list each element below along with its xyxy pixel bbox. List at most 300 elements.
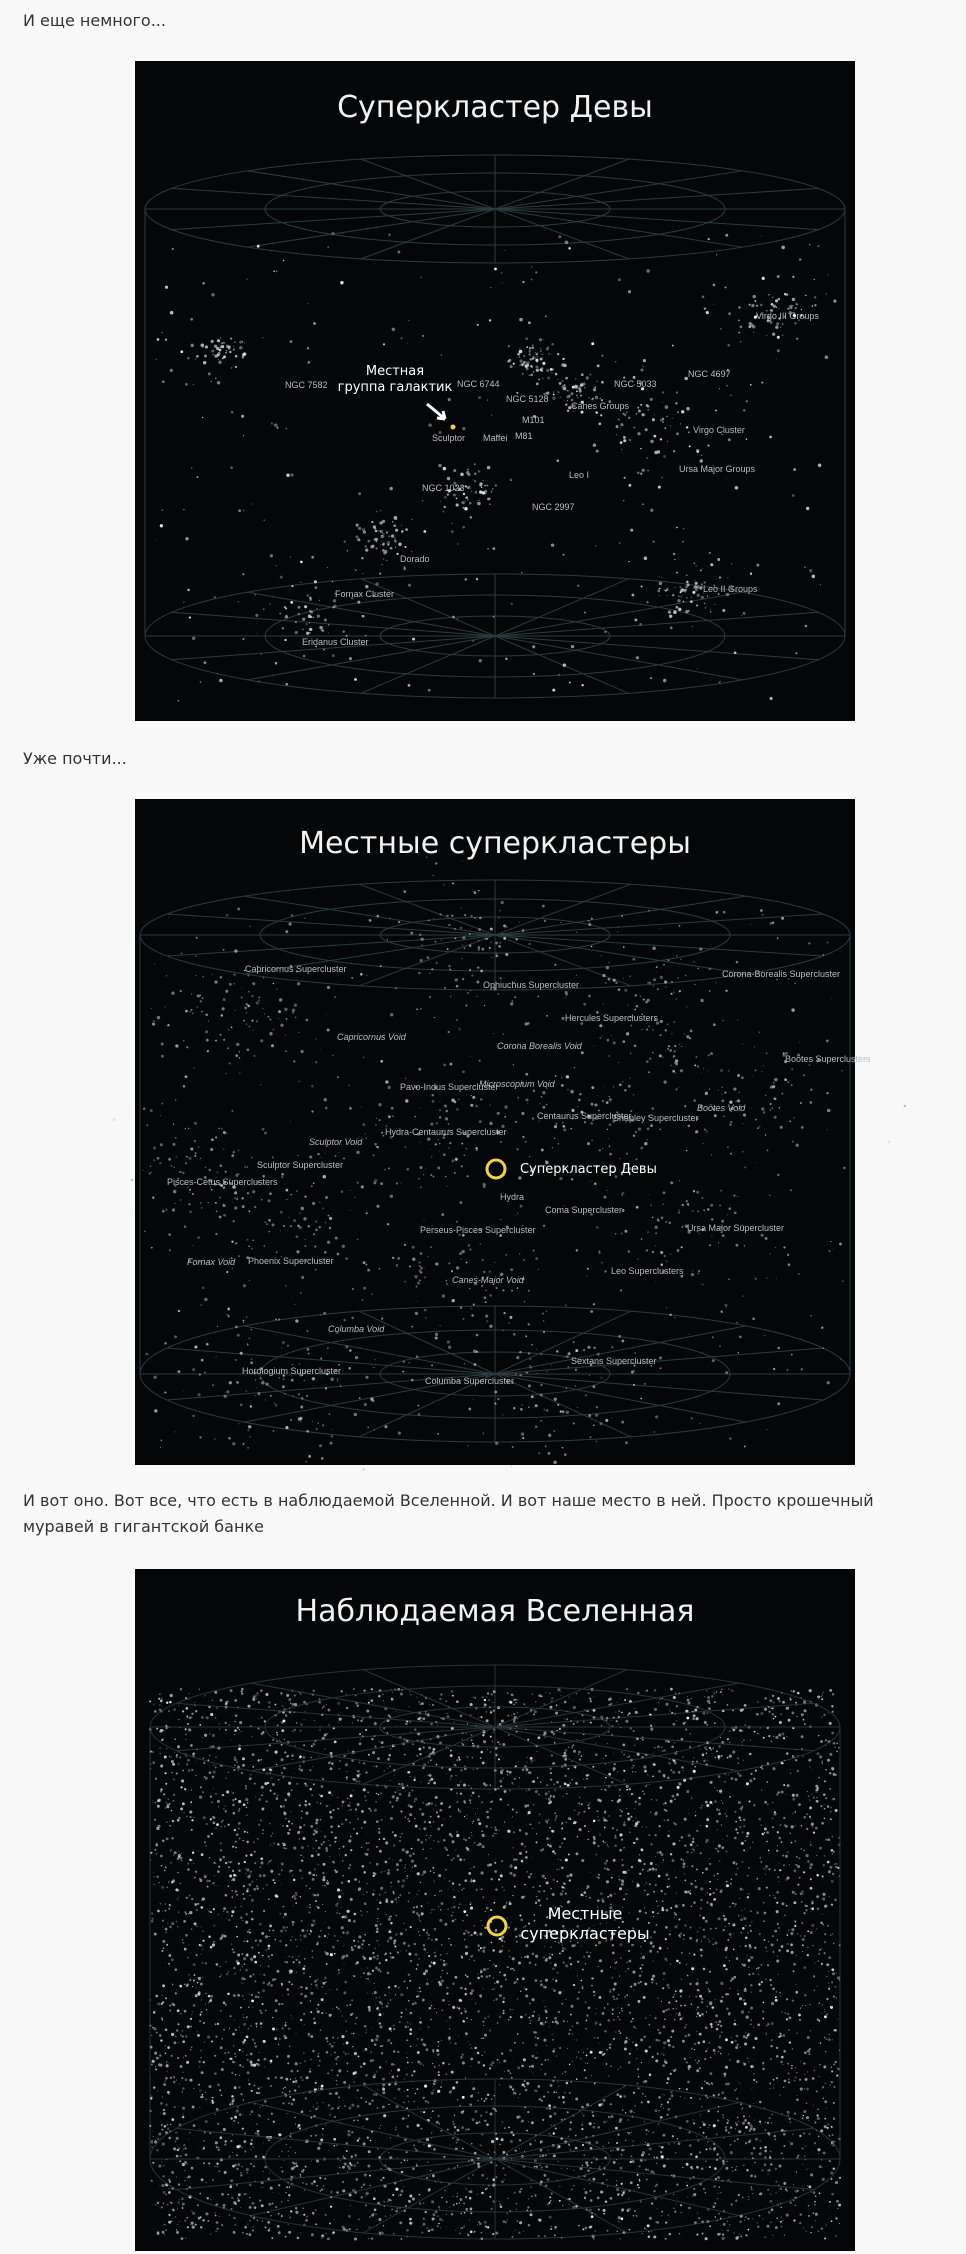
star-point	[570, 2014, 572, 2016]
star-point	[480, 1098, 482, 1100]
star-point	[633, 1135, 635, 1137]
star-point	[361, 1106, 362, 1107]
star-point	[474, 891, 477, 894]
star-point	[646, 1028, 648, 1030]
star-point	[241, 988, 242, 989]
star-point	[622, 1340, 625, 1343]
star-point	[248, 1425, 251, 1428]
star-point	[258, 997, 260, 999]
star-point	[503, 1330, 504, 1331]
star-point	[448, 1938, 449, 1939]
star-point	[247, 1344, 248, 1345]
star-point	[648, 1194, 649, 1195]
star-point	[487, 498, 490, 501]
star-point	[437, 1166, 440, 1169]
star-point	[264, 1013, 265, 1014]
star-point	[456, 1019, 458, 1021]
star-point	[570, 1392, 571, 1393]
star-point	[565, 241, 569, 245]
star-point	[654, 1431, 655, 1432]
star-point	[694, 580, 695, 581]
star-point	[464, 1879, 467, 1882]
star-point	[374, 1179, 377, 1182]
star-point	[718, 682, 719, 683]
star-point	[286, 474, 289, 477]
star-point	[192, 1193, 194, 1195]
star-point	[295, 2211, 298, 2214]
star-point	[479, 2121, 481, 2123]
star-point	[637, 472, 640, 475]
star-point	[825, 355, 829, 359]
star-point	[679, 1180, 680, 1181]
star-point	[233, 346, 234, 347]
map-label: Perseus-Pisces Supercluster	[420, 1225, 536, 1235]
star-point	[366, 1264, 368, 1266]
star-point	[557, 994, 558, 995]
star-point	[234, 949, 237, 952]
star-point	[294, 1004, 297, 1007]
star-point	[801, 309, 802, 310]
star-point	[641, 585, 643, 587]
star-point	[280, 1024, 283, 1027]
star-point	[587, 1268, 589, 1270]
star-point	[469, 933, 471, 935]
star-point	[316, 1428, 318, 1430]
star-point	[618, 1062, 619, 1063]
star-point	[470, 915, 472, 917]
star-point	[593, 1385, 596, 1388]
star-point	[665, 1873, 668, 1876]
star-point	[268, 1982, 270, 1984]
star-point	[243, 1320, 245, 1322]
star-point	[613, 1086, 614, 1087]
star-point	[309, 1788, 311, 1790]
star-point	[234, 1206, 237, 1209]
star-point	[178, 1370, 181, 1373]
star-point	[770, 321, 773, 324]
star-point	[764, 1708, 767, 1711]
star-point	[482, 1925, 483, 1926]
star-point	[674, 1870, 675, 1871]
star-point	[494, 268, 497, 271]
star-point	[823, 1348, 825, 1350]
star-point	[454, 1172, 456, 1174]
star-point	[670, 1253, 671, 1254]
star-point	[185, 537, 188, 540]
star-point	[296, 1191, 297, 1192]
star-point	[298, 606, 301, 609]
star-point	[249, 1895, 250, 1896]
star-point	[548, 353, 549, 354]
star-point	[546, 1311, 547, 1312]
star-point	[680, 1069, 683, 1072]
star-point	[573, 411, 574, 412]
star-point	[474, 917, 476, 919]
star-point	[780, 1126, 783, 1129]
star-point	[338, 1152, 339, 1153]
star-point	[244, 342, 245, 343]
star-point	[499, 1362, 500, 1363]
star-point	[702, 1352, 703, 1353]
star-point	[739, 2221, 741, 2223]
star-point	[566, 1388, 567, 1389]
star-point	[430, 1174, 432, 1176]
star-point	[297, 2070, 299, 2072]
star-point	[497, 1112, 500, 1115]
star-point	[291, 585, 293, 587]
star-point	[601, 955, 602, 956]
star-point	[306, 623, 307, 624]
star-point	[656, 972, 657, 973]
star-point	[624, 477, 626, 479]
star-point	[380, 1060, 383, 1063]
star-point	[417, 1281, 420, 1284]
star-point	[435, 1337, 438, 1340]
star-point	[191, 1898, 193, 1900]
star-point	[567, 400, 568, 401]
star-point	[629, 975, 630, 976]
star-point	[664, 589, 665, 590]
observable-universe-image	[135, 1569, 855, 2251]
star-point	[528, 375, 529, 376]
star-point	[422, 500, 423, 501]
star-point	[257, 1392, 260, 1395]
star-point	[469, 1288, 470, 1289]
star-point	[308, 1353, 310, 1355]
star-point	[269, 1231, 271, 1233]
star-point	[283, 260, 284, 261]
star-point	[211, 1833, 213, 1835]
star-point	[201, 1207, 203, 1209]
star-point	[701, 2167, 703, 2169]
star-point	[365, 548, 368, 551]
star-point	[395, 542, 396, 543]
star-point	[763, 1065, 764, 1066]
star-point	[747, 2218, 749, 2220]
star-point	[593, 443, 597, 447]
star-point	[654, 1689, 657, 1692]
star-point	[628, 484, 631, 487]
star-point	[395, 547, 396, 548]
star-point	[505, 953, 508, 956]
star-point	[234, 974, 236, 976]
star-point	[309, 1933, 310, 1934]
star-point	[388, 233, 391, 236]
star-point	[428, 689, 431, 692]
star-point	[673, 1055, 675, 1057]
star-point	[709, 609, 710, 610]
star-point	[622, 1209, 625, 1212]
star-point	[546, 348, 549, 351]
star-point	[762, 277, 765, 280]
star-point	[646, 269, 650, 273]
star-point	[311, 1185, 313, 1187]
star-point	[650, 1843, 652, 1845]
star-point	[782, 1093, 784, 1095]
star-point	[640, 473, 642, 475]
star-point	[229, 1381, 232, 1384]
star-point	[694, 1064, 696, 1066]
star-point	[215, 1040, 217, 1042]
star-point	[485, 938, 487, 940]
star-point	[363, 1972, 365, 1974]
star-point	[150, 1109, 153, 1112]
star-point	[399, 2021, 401, 2023]
star-point	[542, 362, 545, 365]
star-point	[597, 364, 600, 367]
star-point	[521, 1433, 524, 1436]
star-point	[511, 1466, 512, 1467]
star-point	[696, 605, 698, 607]
star-point	[246, 1012, 247, 1013]
star-point	[349, 1349, 351, 1351]
star-point	[236, 1043, 239, 1046]
star-point	[529, 347, 531, 349]
star-point	[248, 991, 250, 993]
star-point	[670, 425, 671, 426]
star-point	[538, 379, 539, 380]
star-point	[251, 503, 252, 504]
star-point	[570, 1963, 572, 1965]
star-point	[567, 410, 569, 412]
star-point	[782, 334, 784, 336]
star-point	[777, 1174, 779, 1176]
star-point	[671, 1033, 672, 1034]
star-point	[576, 390, 578, 392]
star-point	[486, 1320, 488, 1322]
star-point	[675, 1073, 676, 1074]
star-point	[541, 354, 543, 356]
star-point	[644, 2228, 645, 2229]
star-point	[566, 1718, 568, 1720]
star-point	[637, 1258, 638, 1259]
star-point	[767, 2122, 769, 2124]
star-point	[247, 974, 249, 976]
star-point	[253, 2226, 255, 2228]
star-point	[722, 1087, 723, 1088]
star-point	[505, 658, 507, 660]
star-point	[736, 1101, 737, 1102]
star-point	[159, 1162, 161, 1164]
star-point	[626, 1032, 629, 1035]
star-point	[693, 961, 694, 962]
star-point	[686, 597, 687, 598]
star-point	[249, 1436, 251, 1438]
star-point	[719, 1345, 721, 1347]
star-point	[656, 1924, 658, 1926]
star-point	[461, 1250, 464, 1253]
star-point	[328, 1926, 331, 1929]
star-point	[251, 2149, 252, 2150]
star-point	[215, 377, 217, 379]
star-point	[186, 1046, 188, 1048]
star-point	[196, 937, 198, 939]
star-point	[827, 274, 828, 275]
star-point	[565, 997, 566, 998]
star-point	[300, 561, 303, 564]
star-point	[529, 1156, 530, 1157]
star-point	[625, 1971, 626, 1972]
star-point	[301, 1276, 304, 1279]
star-point	[666, 1261, 667, 1262]
star-point	[421, 277, 422, 278]
star-point	[530, 1873, 532, 1875]
star-point	[461, 501, 464, 504]
star-point	[787, 1081, 789, 1083]
star-point	[725, 286, 727, 288]
map-label: Canes-Major Void	[452, 1275, 524, 1285]
star-point	[555, 2229, 556, 2230]
star-point	[232, 2033, 235, 2036]
star-point	[561, 363, 564, 366]
star-point	[564, 384, 565, 385]
star-point	[737, 1196, 738, 1197]
star-point	[237, 908, 240, 911]
star-point	[583, 1772, 584, 1773]
star-point	[527, 1103, 528, 1104]
star-point	[398, 1432, 401, 1435]
star-point	[816, 2090, 818, 2092]
star-point	[679, 1210, 680, 1211]
star-point	[411, 1326, 413, 1328]
star-point	[163, 2109, 165, 2111]
star-point	[218, 360, 221, 363]
star-point	[628, 2198, 629, 2199]
star-point	[274, 1403, 275, 1404]
star-point	[701, 1072, 702, 1073]
star-point	[189, 1189, 191, 1191]
local-group-marker	[451, 425, 456, 430]
star-point	[191, 1769, 193, 1771]
star-point	[660, 1020, 663, 1023]
star-point	[365, 1134, 366, 1135]
star-point	[551, 343, 553, 345]
star-point	[559, 382, 562, 385]
star-point	[618, 1335, 621, 1338]
star-point	[250, 1405, 252, 1407]
star-point	[464, 1363, 465, 1364]
star-point	[380, 510, 381, 511]
star-point	[260, 1965, 261, 1966]
star-point	[671, 981, 673, 983]
star-point	[738, 320, 739, 321]
star-point	[786, 1905, 788, 1907]
star-point	[766, 1831, 769, 1834]
star-point	[500, 1141, 502, 1143]
star-point	[172, 1208, 175, 1211]
star-point	[641, 1238, 643, 1240]
star-point	[593, 388, 596, 391]
star-point	[434, 1017, 435, 1018]
star-point	[305, 1239, 306, 1240]
star-point	[761, 1107, 764, 1110]
star-point	[490, 1711, 492, 1713]
star-point	[727, 577, 728, 578]
star-point	[725, 990, 727, 992]
star-point	[430, 1122, 433, 1125]
star-point	[769, 436, 772, 439]
star-point	[755, 1069, 757, 1071]
star-point	[451, 1270, 452, 1271]
star-point	[183, 1040, 185, 1042]
star-point	[577, 585, 579, 587]
star-point	[246, 1048, 249, 1051]
star-point	[448, 1262, 450, 1264]
star-point	[573, 1341, 575, 1343]
star-point	[812, 1826, 814, 1828]
star-point	[655, 1868, 657, 1870]
star-point	[496, 955, 498, 957]
star-point	[494, 1391, 497, 1394]
star-point	[368, 1702, 370, 1704]
star-point	[360, 1910, 362, 1912]
star-point	[519, 1351, 522, 1354]
star-point	[750, 924, 751, 925]
star-point	[447, 477, 450, 480]
star-point	[424, 1268, 425, 1269]
star-point	[652, 1052, 653, 1053]
star-point	[517, 1097, 519, 1099]
star-point	[667, 2039, 670, 2042]
star-point	[665, 590, 667, 592]
map-label: Pisces-Cetus Superclusters	[167, 1177, 278, 1187]
star-point	[533, 1090, 535, 1092]
map-label: NGC 5033	[614, 379, 657, 389]
star-point	[686, 426, 688, 428]
star-point	[532, 357, 534, 359]
star-point	[707, 596, 708, 597]
star-point	[491, 415, 492, 416]
star-point	[365, 1376, 368, 1379]
star-point	[284, 1008, 287, 1011]
star-point	[251, 995, 253, 997]
star-point	[601, 1262, 603, 1264]
local-group-label: группа галактик	[337, 380, 453, 395]
star-point	[251, 1248, 253, 1250]
star-point	[227, 1308, 230, 1311]
star-point	[331, 232, 334, 235]
star-point	[671, 1746, 674, 1749]
star-point	[656, 966, 658, 968]
star-point	[646, 404, 649, 407]
star-point	[178, 700, 180, 702]
star-point	[554, 2017, 557, 2020]
star-point	[543, 1331, 545, 1333]
star-point	[700, 1423, 701, 1424]
star-point	[795, 652, 797, 654]
star-point	[239, 2113, 242, 2116]
star-point	[502, 2001, 504, 2003]
star-point	[276, 1251, 278, 1253]
star-point	[423, 2218, 425, 2220]
star-point	[494, 1403, 496, 1405]
star-point	[176, 2029, 179, 2032]
star-point	[533, 371, 535, 373]
star-point	[408, 1901, 409, 1902]
star-point	[639, 623, 642, 626]
star-point	[509, 1316, 512, 1319]
star-point	[448, 1031, 450, 1033]
star-point	[228, 1315, 230, 1317]
star-point	[559, 1177, 562, 1180]
star-point	[720, 1069, 723, 1072]
star-point	[745, 1925, 746, 1926]
star-point	[617, 2016, 619, 2018]
star-point	[175, 1137, 177, 1139]
star-point	[247, 1888, 249, 1890]
star-point	[620, 1158, 622, 1160]
star-point	[762, 914, 764, 916]
